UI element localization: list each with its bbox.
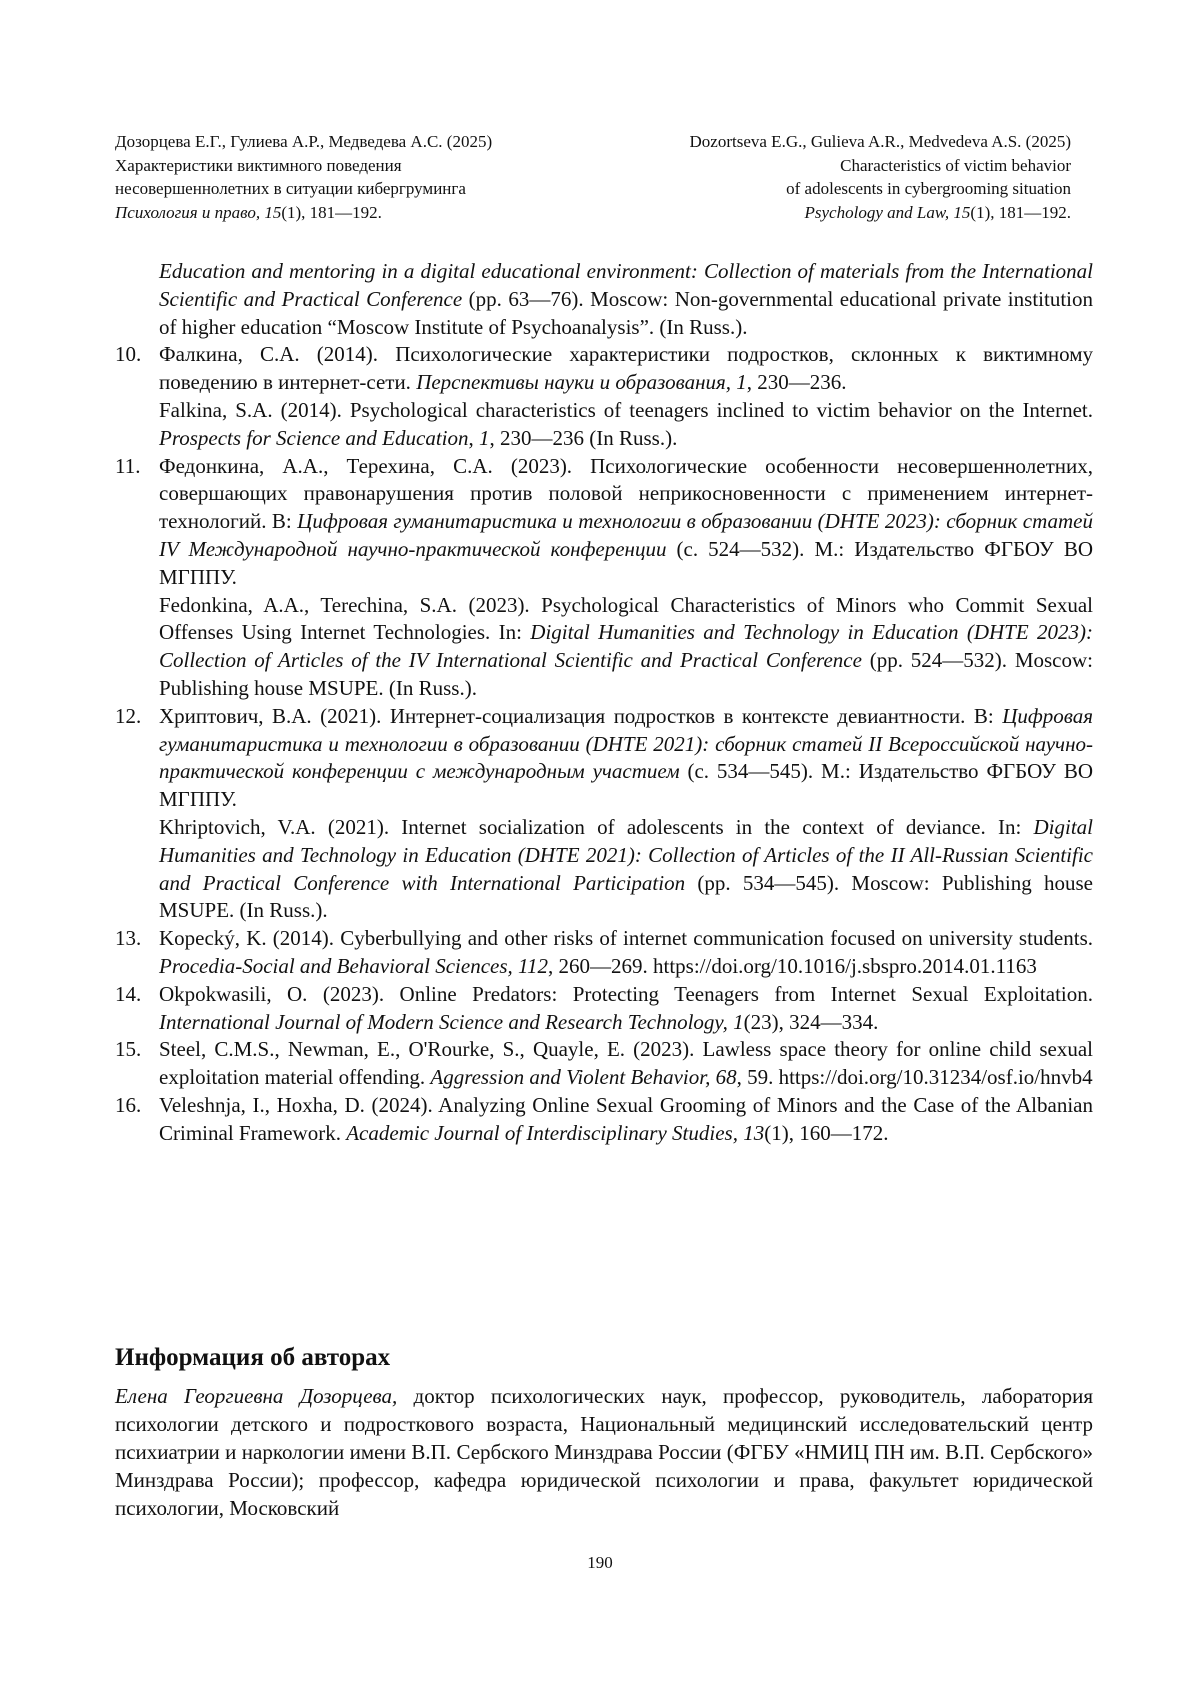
page-number: 190 xyxy=(587,1553,613,1572)
reference-number: 12. xyxy=(115,703,142,728)
header-authors-en: Dozortseva E.G., Gulieva A.R., Medvedeva A.S. (2025) xyxy=(689,132,1071,151)
header-authors-ru: Дозорцева Е.Г., Гулиева А.Р., Медведева А.С. (2025) xyxy=(115,132,493,151)
header-title-ru-line1: Характеристики виктимного поведения xyxy=(115,155,402,175)
header-english xyxy=(690,130,1071,224)
header-title-en-line2: of adolescents in cybergrooming situation xyxy=(786,179,1071,198)
section-heading-authors: Информация об авторах xyxy=(115,1344,391,1371)
reference-russian: Хриптович, В.А. (2021). Интернет-социализация подростков в контексте девиантности. В: Цифровая гуманитаристика и технологии в образовании (DHTE 2021): сборник статей II Всероссийской научно-практической конференции с международным участием (с. 534—545). М.: Издательство ФГБОУ ВО МГППУ. xyxy=(159,703,1093,812)
reference-13: 13. Kopecký, K. (2014). Cyberbullying and other risks of internet communication focused on university students. Procedia-Social and Behavioral Sciences, 112, 260—269. https://doi.org/10.1016/j.sbspro.2014.01.1163 xyxy=(115,926,1093,978)
reference-russian: Федонкина, А.А., Терехина, С.А. (2023). Психологические особенности несовершеннолетних, совершающих правонарушения против половой неприкосновенности с применением интернет-технологий. В: Цифровая гуманитаристика и технологии в образовании (DHTE 2023): сборник статей IV Международной научно-практической конференции (с. 524—532). М.: Издательство ФГБОУ ВО МГППУ. xyxy=(159,453,1093,589)
reference-15: 15. Steel, C.M.S., Newman, E., O'Rourke, S., Quayle, E. (2023). Lawless space theory for online child sexual exploitation material offending. Aggression and Violent Behavior, 68, 59. https://doi.org/10.31234/osf.io/hnvb4 xyxy=(115,1037,1093,1090)
reference-16: 16. Veleshnja, I., Hoxha, D. (2024). Analyzing Online Sexual Grooming of Minors and the Case of the Albanian Criminal Framework. Academic Journal of Interdisciplinary Studies, 13(1), 160—172. xyxy=(115,1092,1093,1145)
reference-14: 14. Okpokwasili, O. (2023). Online Predators: Protecting Teenagers from Internet Sexual Exploitation. International Journal of Modern Science and Research Technology, 1(23), 324—334. xyxy=(115,981,1093,1034)
running-header xyxy=(115,130,1071,224)
reference-english: Fedonkina, A.A., Terechina, S.A. (2023). Psychological Characteristics of Minors who Commit Sexual Offenses Using Internet Technologies. In: Digital Humanities and Technology in Education (DHTE 2023): Collection of Articles of the IV International Scientific and Practical Conference (pp. 524—532). Moscow: Publishing house MSUPE. (In Russ.). xyxy=(159,592,1094,700)
reference-number: 15. xyxy=(115,1037,142,1062)
reference-number: 10. xyxy=(115,342,142,367)
author-name: Елена Георгиевна Дозорцева, xyxy=(115,1384,398,1408)
reference-number: 11. xyxy=(115,453,141,478)
reference-9-continued: Education and mentoring in a digital educational environment: Collection of materials from the International Scientific and Practical Conference (pp. 63—76). Moscow: Non-governmental educational private institution of higher education “Moscow Institute of Psychoanalysis”. (In Russ.). xyxy=(159,259,1093,339)
author-affiliation: доктор психологических наук, профессор, руководитель, лаборатория психологии детского и подросткового возраста, Национальный медицинский исследовательский центр психиатрии и наркологии имени В.П. Сербского Минздрава России (ФГБУ «НМИЦ ПН им. В.П. Сербского» Минздрава России); профессор, кафедра юридической психологии и права, факультет юридической психологии, Московский xyxy=(115,1384,1093,1520)
author-info xyxy=(115,1382,1093,1522)
reference-number: 16. xyxy=(115,1092,142,1117)
reference-english: Khriptovich, V.A. (2021). Internet socialization of adolescents in the context of deviance. In: Digital Humanities and Technology in Education (DHTE 2021): Collection of Articles of the II All-Russian Scientific and Practical Conference with International Participation (pp. 534—545). Moscow: Publishing house MSUPE. (In Russ.). xyxy=(159,814,1094,923)
reference-number: 14. xyxy=(115,981,142,1006)
reference-english: Falkina, S.A. (2014). Psychological characteristics of teenagers inclined to victim behavior on the Internet. Prospects for Science and Education, 1, 230—236 (In Russ.). xyxy=(159,397,1093,450)
header-title-ru-line2: несовершеннолетних в ситуации кибергруминга xyxy=(115,179,466,198)
header-russian xyxy=(115,130,492,224)
reference-12 xyxy=(115,703,1093,925)
reference-10 xyxy=(115,341,1093,452)
header-title-en-line1: Characteristics of victim behavior xyxy=(840,155,1071,175)
reference-list xyxy=(115,258,1093,1148)
reference-number: 13. xyxy=(115,926,142,951)
reference-11 xyxy=(115,453,1093,703)
header-citation-en: Psychology and Law, 15(1), 181—192. xyxy=(804,202,1071,222)
reference-russian: Фалкина, С.А. (2014). Психологические характеристики подростков, склонных к виктимному поведению в интернет-сети. Перспективы науки и образования, 1, 230—236. xyxy=(159,342,1093,395)
header-citation-ru: Психология и право, 15(1), 181—192. xyxy=(115,202,382,222)
